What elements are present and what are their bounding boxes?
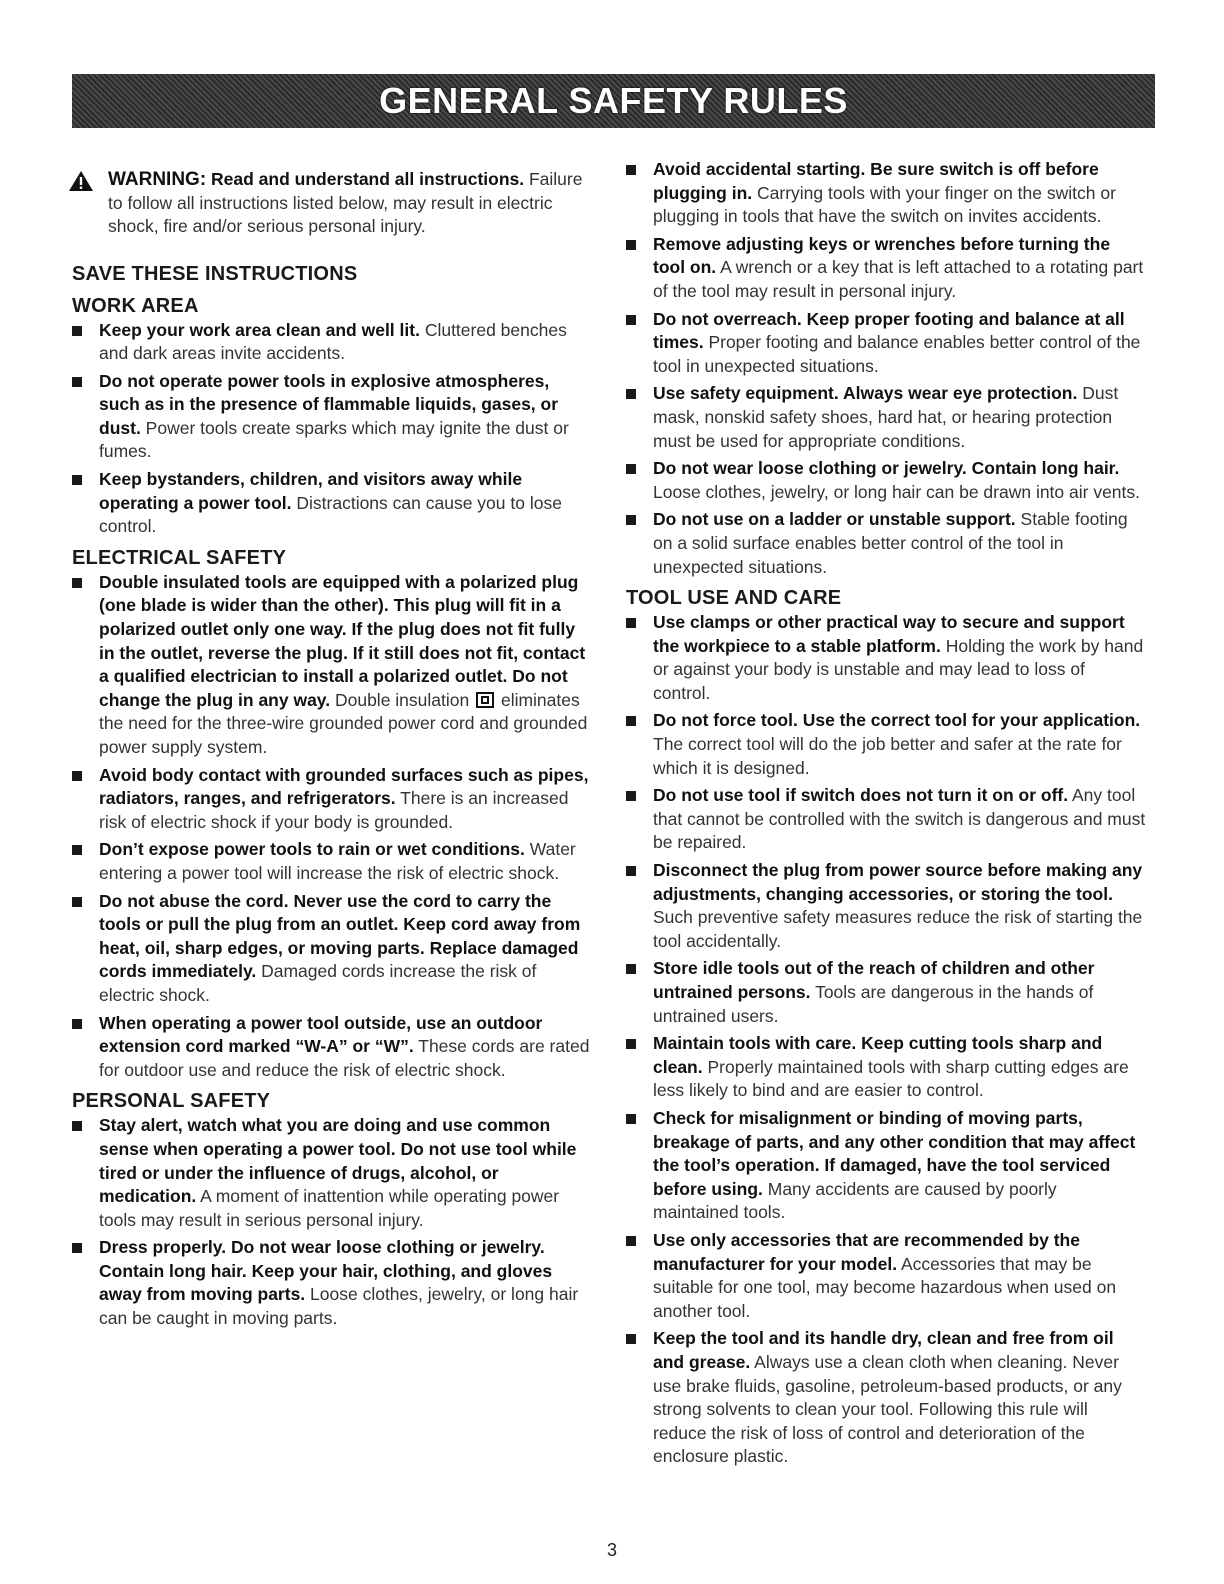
list-item: Dress properly. Do not wear loose clothing or jewelry. Contain long hair. Keep your hair, clothing, and gloves away from moving parts. Loose clothes, jewelry, or long hair can be caught in moving parts. bbox=[72, 1236, 594, 1330]
list-item: Do not use tool if switch does not turn it on or off. Any tool that cannot be controlled with the switch is dangerous and must be repaired. bbox=[626, 784, 1146, 855]
list-item: Check for misalignment or binding of moving parts, breakage of parts, and any other condition that may affect the tool’s operation. If damaged, have the tool serviced before using. Many accidents are caused by poorly maintained tools. bbox=[626, 1107, 1146, 1225]
list-item: Keep the tool and its handle dry, clean and free from oil and grease. Always use a clean cloth when cleaning. Never use brake fluids, gasoline, petroleum-based products, or any strong solvents to clean your tool. Following this rule will reduce the risk of loss of control and deterioration of the enclosure plastic. bbox=[626, 1327, 1146, 1469]
bullet-icon bbox=[72, 1243, 82, 1253]
save-instructions-heading: SAVE THESE INSTRUCTIONS bbox=[72, 262, 358, 285]
bullet-icon bbox=[72, 578, 82, 588]
list-item: Don’t expose power tools to rain or wet conditions. Water entering a power tool will increase the risk of electric shock. bbox=[72, 838, 594, 885]
title-banner bbox=[72, 74, 1155, 128]
tool-use-list bbox=[626, 611, 1146, 1469]
right-column bbox=[626, 158, 1146, 1469]
list-item: When operating a power tool outside, use an outdoor extension cord marked “W-A” or “W”. These cords are rated for outdoor use and reduce the risk of electric shock. bbox=[72, 1012, 594, 1083]
bullet-icon bbox=[626, 716, 636, 726]
list-item: Do not wear loose clothing or jewelry. Contain long hair. Loose clothes, jewelry, or long hair can be drawn into air vents. bbox=[626, 457, 1146, 504]
warning-label: WARNING: bbox=[108, 169, 207, 190]
work-area-list bbox=[72, 319, 594, 539]
list-item: Disconnect the plug from power source before making any adjustments, changing accessories, or storing the tool. Such preventive safety measures reduce the risk of starting the tool accidentally. bbox=[626, 859, 1146, 953]
page-title: GENERAL SAFETY RULES bbox=[379, 80, 848, 121]
bullet-icon bbox=[626, 240, 636, 250]
bullet-icon bbox=[626, 389, 636, 399]
bullet-icon bbox=[626, 791, 636, 801]
bullet-icon bbox=[72, 897, 82, 907]
bullet-icon bbox=[72, 771, 82, 781]
bullet-icon bbox=[626, 964, 636, 974]
bullet-icon bbox=[626, 1236, 636, 1246]
list-item: Use clamps or other practical way to secure and support the workpiece to a stable platform. Holding the work by hand or against your body is unstable and may lead to loss of control. bbox=[626, 611, 1146, 705]
list-item: Do not force tool. Use the correct tool for your application. The correct tool will do the job better and safer at the rate for which it is designed. bbox=[626, 709, 1146, 780]
bullet-icon bbox=[72, 475, 82, 485]
bullet-icon bbox=[626, 618, 636, 628]
list-item: Do not overreach. Keep proper footing and balance at all times. Proper footing and balance enables better control of the tool in unexpected situations. bbox=[626, 308, 1146, 379]
work-area-heading: WORK AREA bbox=[72, 294, 199, 317]
list-item: Avoid body contact with grounded surfaces such as pipes, radiators, ranges, and refrigerators. There is an increased risk of electric shock if your body is grounded. bbox=[72, 764, 594, 835]
warning-triangle-icon bbox=[68, 170, 94, 192]
electrical-safety-list bbox=[72, 571, 594, 1082]
personal-safety-list-right bbox=[626, 158, 1146, 579]
list-item: Avoid accidental starting. Be sure switch is off before plugging in. Carrying tools with your finger on the switch or plugging in tools that have the switch on invites accidents. bbox=[626, 158, 1146, 229]
list-item: Double insulated tools are equipped with a polarized plug (one blade is wider than the other). This plug will fit in a polarized outlet only one way. If the plug does not fit fully in the outlet, reverse the plug. If it still does not fit, contact a qualified electrician to install a polarized outlet. Do not change the plug in any way. Double insulation eliminates the need for the three-wire grounded power cord and grounded power supply system. bbox=[72, 571, 594, 760]
bullet-icon bbox=[626, 315, 636, 325]
warning-bold: Read and understand all instructions. bbox=[206, 169, 525, 189]
electrical-safety-heading: ELECTRICAL SAFETY bbox=[72, 546, 287, 569]
left-column bbox=[72, 168, 594, 1331]
list-item: Use only accessories that are recommended by the manufacturer for your model. Accessories that may be suitable for one tool, may become hazardous when used on another tool. bbox=[626, 1229, 1146, 1323]
bullet-icon bbox=[626, 515, 636, 525]
bullet-icon bbox=[626, 165, 636, 175]
tool-use-heading: TOOL USE AND CARE bbox=[626, 587, 842, 610]
page-number: 3 bbox=[606, 1540, 617, 1560]
personal-safety-list-left bbox=[72, 1114, 594, 1330]
list-item: Stay alert, watch what you are doing and use common sense when operating a power tool. Do not use tool while tired or under the influence of drugs, alcohol, or medication. A moment of inattention while operating power tools may result in serious personal injury. bbox=[72, 1114, 594, 1232]
warning-block bbox=[72, 168, 594, 239]
bullet-icon bbox=[72, 845, 82, 855]
bullet-icon bbox=[626, 1114, 636, 1124]
list-item: Do not use on a ladder or unstable support. Stable footing on a solid surface enables better control of the tool in unexpected situations. bbox=[626, 508, 1146, 579]
double-insulation-icon bbox=[476, 692, 494, 708]
list-item: Keep bystanders, children, and visitors away while operating a power tool. Distractions can cause you to lose control. bbox=[72, 468, 594, 539]
bullet-icon bbox=[626, 1334, 636, 1344]
list-item: Use safety equipment. Always wear eye protection. Dust mask, nonskid safety shoes, hard hat, or hearing protection must be used for appropriate conditions. bbox=[626, 382, 1146, 453]
bullet-icon bbox=[626, 464, 636, 474]
bullet-icon bbox=[72, 1121, 82, 1131]
list-item: Remove adjusting keys or wrenches before turning the tool on. A wrench or a key that is left attached to a rotating part of the tool may result in personal injury. bbox=[626, 233, 1146, 304]
list-item: Do not abuse the cord. Never use the cord to carry the tools or pull the plug from an outlet. Keep cord away from heat, oil, sharp edges, or moving parts. Replace damaged cords immediately. Damaged cords increase the risk of electric shock. bbox=[72, 890, 594, 1008]
personal-safety-heading: PERSONAL SAFETY bbox=[72, 1090, 271, 1113]
warning-text: Failure to follow all instructions listed below, may result in electric shock, fire and/or serious personal injury. bbox=[108, 169, 583, 236]
list-item: Maintain tools with care. Keep cutting tools sharp and clean. Properly maintained tools with sharp cutting edges are less likely to bind and are easier to control. bbox=[626, 1032, 1146, 1103]
bullet-icon bbox=[72, 326, 82, 336]
bullet-icon bbox=[626, 1039, 636, 1049]
bullet-icon bbox=[72, 1019, 82, 1029]
bullet-icon bbox=[626, 866, 636, 876]
list-item: Store idle tools out of the reach of children and other untrained persons. Tools are dangerous in the hands of untrained users. bbox=[626, 957, 1146, 1028]
bullet-icon bbox=[72, 377, 82, 387]
list-item: Keep your work area clean and well lit. Cluttered benches and dark areas invite accidents. bbox=[72, 319, 594, 366]
list-item: Do not operate power tools in explosive atmospheres, such as in the presence of flammable liquids, gases, or dust. Power tools create sparks which may ignite the dust or fumes. bbox=[72, 370, 594, 464]
